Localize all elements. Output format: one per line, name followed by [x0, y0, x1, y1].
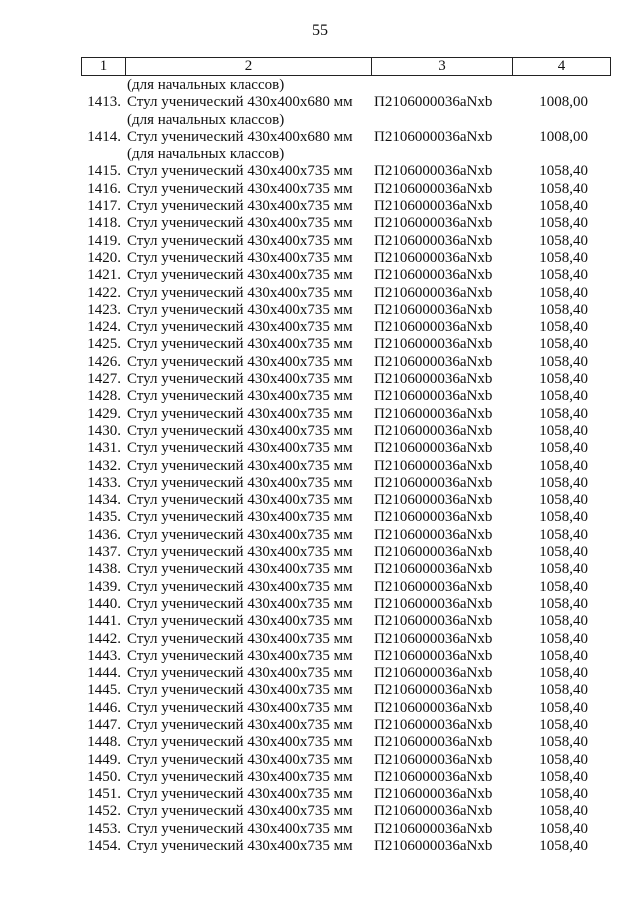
item-description: Стул ученический 430х400х735 мм: [127, 198, 353, 215]
row-number: 1439.: [87, 578, 121, 595]
item-code: П2106000036аNxb: [374, 820, 493, 837]
table-row: [0, 821, 640, 838]
item-price: 1058,40: [539, 163, 588, 180]
item-code: П2106000036аNxb: [374, 353, 493, 370]
item-description: Стул ученический 430х400х735 мм: [127, 820, 353, 837]
row-number: 1440.: [87, 595, 121, 612]
column-header-1: 1: [82, 58, 126, 76]
item-description: Стул ученический 430х400х735 мм: [127, 267, 353, 284]
item-code: П2106000036аNxb: [374, 371, 493, 388]
item-price: 1058,40: [539, 665, 588, 682]
item-price: 1058,40: [539, 371, 588, 388]
item-code: П2106000036аNxb: [374, 492, 493, 509]
item-code: П2106000036аNxb: [374, 613, 493, 630]
table-row: [0, 198, 640, 215]
row-number: 1426.: [87, 353, 121, 370]
row-number: 1416.: [87, 180, 121, 197]
item-description: Стул ученический 430х400х735 мм: [127, 665, 353, 682]
item-description: Стул ученический 430х400х735 мм: [127, 630, 353, 647]
item-price: 1058,40: [539, 820, 588, 837]
item-code: П2106000036аNxb: [374, 94, 493, 111]
table-row: [0, 769, 640, 786]
item-code: П2106000036аNxb: [374, 163, 493, 180]
row-number: 1435.: [87, 509, 121, 526]
row-number: 1446.: [87, 699, 121, 716]
item-price: 1058,40: [539, 561, 588, 578]
row-number: 1428.: [87, 388, 121, 405]
table-row: [0, 129, 640, 146]
row-number: 1443.: [87, 647, 121, 664]
item-description: Стул ученический 430х400х735 мм: [127, 422, 353, 439]
item-description: Стул ученический 430х400х735 мм: [127, 803, 353, 820]
item-code: П2106000036аNxb: [374, 422, 493, 439]
item-price: 1058,40: [539, 526, 588, 543]
item-description: Стул ученический 430х400х735 мм: [127, 474, 353, 491]
item-price: 1058,40: [539, 215, 588, 232]
row-number: 1452.: [87, 803, 121, 820]
table-row: [0, 215, 640, 232]
table-row: [0, 371, 640, 388]
row-number: 1433.: [87, 474, 121, 491]
item-code: П2106000036аNxb: [374, 180, 493, 197]
table-row: [0, 250, 640, 267]
item-code: П2106000036аNxb: [374, 768, 493, 785]
item-code: П2106000036аNxb: [374, 803, 493, 820]
row-number: 1423.: [87, 301, 121, 318]
table-row: [0, 509, 640, 526]
item-description: Стул ученический 430х400х735 мм: [127, 613, 353, 630]
item-description: Стул ученический 430х400х735 мм: [127, 336, 353, 353]
item-price: 1058,40: [539, 319, 588, 336]
table-row: [0, 458, 640, 475]
item-price: 1058,40: [539, 440, 588, 457]
row-number: 1449.: [87, 751, 121, 768]
item-price: 1058,40: [539, 388, 588, 405]
item-price: 1058,40: [539, 751, 588, 768]
item-description: Стул ученический 430х400х735 мм: [127, 751, 353, 768]
row-number: 1425.: [87, 336, 121, 353]
table-row: [0, 527, 640, 544]
item-price: 1058,40: [539, 353, 588, 370]
item-code: П2106000036аNxb: [374, 249, 493, 266]
table-row: [0, 734, 640, 751]
item-description: Стул ученический 430х400х735 мм: [127, 786, 353, 803]
item-price: 1058,40: [539, 284, 588, 301]
item-code: П2106000036аNxb: [374, 474, 493, 491]
item-price: 1058,40: [539, 198, 588, 215]
continuation-row: [0, 77, 640, 94]
row-number: 1421.: [87, 267, 121, 284]
row-number: 1453.: [87, 820, 121, 837]
item-price: 1058,40: [539, 336, 588, 353]
column-header-2: 2: [126, 58, 372, 76]
table-row: [0, 440, 640, 457]
item-code: П2106000036аNxb: [374, 682, 493, 699]
item-price: 1058,40: [539, 716, 588, 733]
table-row: [0, 406, 640, 423]
item-price: 1058,40: [539, 682, 588, 699]
item-price: 1058,40: [539, 786, 588, 803]
item-code: П2106000036аNxb: [374, 232, 493, 249]
table-row: [0, 803, 640, 820]
item-code: П2106000036аNxb: [374, 716, 493, 733]
item-description: Стул ученический 430х400х735 мм: [127, 544, 353, 561]
item-description: Стул ученический 430х400х735 мм: [127, 647, 353, 664]
row-number: 1420.: [87, 249, 121, 266]
row-number: 1437.: [87, 544, 121, 561]
item-description: Стул ученический 430х400х735 мм: [127, 457, 353, 474]
row-number: 1450.: [87, 768, 121, 785]
table-row: [0, 267, 640, 284]
table-row: [0, 336, 640, 353]
item-code: П2106000036аNxb: [374, 838, 493, 855]
table-row: [0, 475, 640, 492]
row-number: 1451.: [87, 786, 121, 803]
item-price: 1058,40: [539, 422, 588, 439]
item-description: Стул ученический 430х400х735 мм: [127, 440, 353, 457]
item-description: Стул ученический 430х400х735 мм: [127, 595, 353, 612]
item-description: Стул ученический 430х400х680 мм: [127, 128, 353, 145]
item-description: Стул ученический 430х400х735 мм: [127, 716, 353, 733]
item-description: Стул ученический 430х400х735 мм: [127, 768, 353, 785]
item-price: 1058,40: [539, 578, 588, 595]
row-number: 1431.: [87, 440, 121, 457]
row-number: 1442.: [87, 630, 121, 647]
item-description: Стул ученический 430х400х680 мм: [127, 94, 353, 111]
item-price: 1058,40: [539, 699, 588, 716]
item-description: Стул ученический 430х400х735 мм: [127, 509, 353, 526]
item-description: Стул ученический 430х400х735 мм: [127, 734, 353, 751]
row-number: 1454.: [87, 838, 121, 855]
item-code: П2106000036аNxb: [374, 128, 493, 145]
item-price: 1058,40: [539, 838, 588, 855]
row-number: 1419.: [87, 232, 121, 249]
item-code: П2106000036аNxb: [374, 267, 493, 284]
item-description: Стул ученический 430х400х735 мм: [127, 388, 353, 405]
item-description: Стул ученический 430х400х735 мм: [127, 249, 353, 266]
item-note: (для начальных классов): [127, 146, 285, 163]
table-row: [0, 631, 640, 648]
item-code: П2106000036аNxb: [374, 301, 493, 318]
item-description: Стул ученический 430х400х735 мм: [127, 838, 353, 855]
item-description: Стул ученический 430х400х735 мм: [127, 578, 353, 595]
column-header-3: 3: [372, 58, 513, 76]
item-price: 1058,40: [539, 803, 588, 820]
row-number: 1418.: [87, 215, 121, 232]
item-description: Стул ученический 430х400х735 мм: [127, 215, 353, 232]
item-description: Стул ученический 430х400х735 мм: [127, 699, 353, 716]
item-code: П2106000036аNxb: [374, 595, 493, 612]
item-code: П2106000036аNxb: [374, 405, 493, 422]
item-code: П2106000036аNxb: [374, 630, 493, 647]
item-description: Стул ученический 430х400х735 мм: [127, 163, 353, 180]
row-number: 1432.: [87, 457, 121, 474]
item-code: П2106000036аNxb: [374, 665, 493, 682]
continuation-note: (для начальных классов): [127, 77, 285, 93]
table-row: [0, 648, 640, 665]
table-row: [0, 561, 640, 578]
row-number: 1427.: [87, 371, 121, 388]
item-description: Стул ученический 430х400х735 мм: [127, 405, 353, 422]
table-row: [0, 838, 640, 855]
item-price: 1058,40: [539, 768, 588, 785]
item-code: П2106000036аNxb: [374, 578, 493, 595]
item-code: П2106000036аNxb: [374, 336, 493, 353]
item-price: 1058,40: [539, 405, 588, 422]
continuation-row: [0, 112, 640, 129]
item-code: П2106000036аNxb: [374, 284, 493, 301]
row-number: 1417.: [87, 198, 121, 215]
item-code: П2106000036аNxb: [374, 388, 493, 405]
item-price: 1058,40: [539, 509, 588, 526]
row-number: 1424.: [87, 319, 121, 336]
table-row: [0, 717, 640, 734]
item-code: П2106000036аNxb: [374, 319, 493, 336]
table-row: [0, 579, 640, 596]
table-row: [0, 492, 640, 509]
table-row: [0, 682, 640, 699]
table-row: [0, 700, 640, 717]
item-description: Стул ученический 430х400х735 мм: [127, 561, 353, 578]
item-description: Стул ученический 430х400х735 мм: [127, 492, 353, 509]
item-price: 1008,00: [539, 128, 588, 145]
item-price: 1058,40: [539, 232, 588, 249]
row-number: 1441.: [87, 613, 121, 630]
item-note: (для начальных классов): [127, 111, 285, 128]
item-code: П2106000036аNxb: [374, 198, 493, 215]
item-description: Стул ученический 430х400х735 мм: [127, 232, 353, 249]
item-price: 1058,40: [539, 734, 588, 751]
column-header-row: [81, 57, 611, 76]
table-row: [0, 181, 640, 198]
item-code: П2106000036аNxb: [374, 544, 493, 561]
item-price: 1058,40: [539, 647, 588, 664]
item-price: 1058,40: [539, 630, 588, 647]
item-code: П2106000036аNxb: [374, 440, 493, 457]
table-row: [0, 388, 640, 405]
row-number: 1413.: [87, 94, 121, 111]
item-code: П2106000036аNxb: [374, 215, 493, 232]
table-row: [0, 596, 640, 613]
item-description: Стул ученический 430х400х735 мм: [127, 371, 353, 388]
item-code: П2106000036аNxb: [374, 526, 493, 543]
item-price: 1058,40: [539, 249, 588, 266]
item-price: 1008,00: [539, 94, 588, 111]
item-code: П2106000036аNxb: [374, 699, 493, 716]
row-number: 1430.: [87, 422, 121, 439]
table-row: [0, 752, 640, 769]
row-number: 1444.: [87, 665, 121, 682]
item-price: 1058,40: [539, 474, 588, 491]
item-code: П2106000036аNxb: [374, 786, 493, 803]
row-number: 1447.: [87, 716, 121, 733]
item-description: Стул ученический 430х400х735 мм: [127, 526, 353, 543]
row-number: 1438.: [87, 561, 121, 578]
row-number: 1414.: [87, 128, 121, 145]
item-code: П2106000036аNxb: [374, 457, 493, 474]
item-price: 1058,40: [539, 613, 588, 630]
column-header-4: 4: [513, 58, 611, 76]
table-row: [0, 94, 640, 111]
table-row: [0, 233, 640, 250]
table-row: [0, 285, 640, 302]
item-description: Стул ученический 430х400х735 мм: [127, 353, 353, 370]
row-number: 1415.: [87, 163, 121, 180]
row-number: 1422.: [87, 284, 121, 301]
table-row: [0, 163, 640, 180]
item-price: 1058,40: [539, 595, 588, 612]
item-code: П2106000036аNxb: [374, 751, 493, 768]
row-number: 1436.: [87, 526, 121, 543]
item-description: Стул ученический 430х400х735 мм: [127, 319, 353, 336]
page-number: 55: [312, 22, 328, 39]
item-price: 1058,40: [539, 267, 588, 284]
item-price: 1058,40: [539, 492, 588, 509]
row-number: 1445.: [87, 682, 121, 699]
table-row: [0, 319, 640, 336]
row-number: 1434.: [87, 492, 121, 509]
table-row: [0, 544, 640, 561]
item-code: П2106000036аNxb: [374, 509, 493, 526]
item-description: Стул ученический 430х400х735 мм: [127, 301, 353, 318]
item-description: Стул ученический 430х400х735 мм: [127, 180, 353, 197]
item-code: П2106000036аNxb: [374, 734, 493, 751]
item-price: 1058,40: [539, 180, 588, 197]
item-code: П2106000036аNxb: [374, 561, 493, 578]
table-row: [0, 302, 640, 319]
item-price: 1058,40: [539, 544, 588, 561]
row-number: 1429.: [87, 405, 121, 422]
table-row: [0, 613, 640, 630]
table-row: [0, 786, 640, 803]
item-code: П2106000036аNxb: [374, 647, 493, 664]
continuation-row: [0, 146, 640, 163]
table-row: [0, 354, 640, 371]
item-price: 1058,40: [539, 457, 588, 474]
item-price: 1058,40: [539, 301, 588, 318]
item-description: Стул ученический 430х400х735 мм: [127, 682, 353, 699]
table-row: [0, 423, 640, 440]
item-description: Стул ученический 430х400х735 мм: [127, 284, 353, 301]
row-number: 1448.: [87, 734, 121, 751]
table-row: [0, 665, 640, 682]
table-body: [0, 77, 640, 855]
